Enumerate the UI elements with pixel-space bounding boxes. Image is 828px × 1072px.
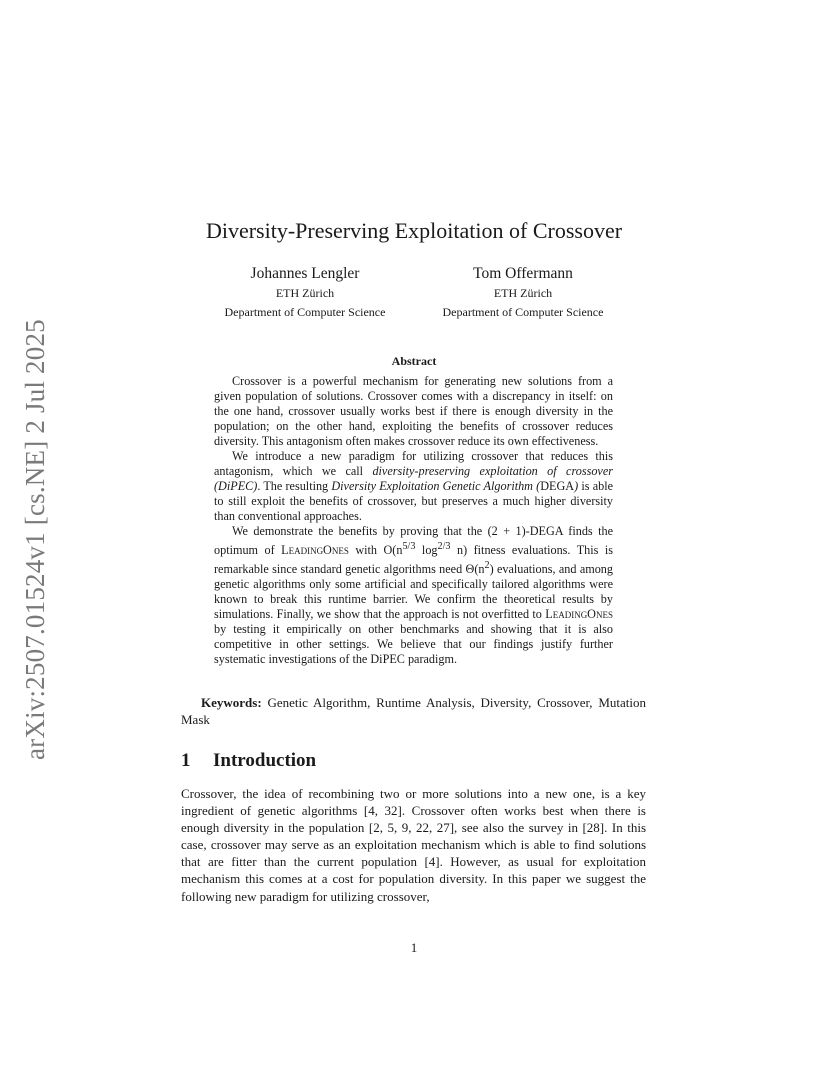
author-name: Johannes Lengler bbox=[250, 265, 360, 282]
page-number: 1 bbox=[410, 940, 418, 955]
body-paragraph: Crossover, the idea of recombining two or more solutions into a new one, is a key ingredient of genetic algorithms [4, 32]. Crossover often works best when there is enough diversity in the population [2, 5, 9, 22, 27], see also the survey in [28]. In this case, crossover may serve as an exploitation mechanism which is able to find solutions that are fitter than the current population [4]. However, as usual for exploitation mechanism this comes at a cost for population diversity. In this paper we suggest the following new paradigm for utilizing crossover, bbox=[181, 786, 646, 904]
text-run: ) evaluations, and among genetic algorithms only some artificial and specifically tailored algorithms were known to break this runtime barrier. We confirm the theoretical results by simulations. Finally, we show that the approach is not overfitted to bbox=[214, 562, 613, 622]
text-run: by testing it empirically on other benchmarks and showing that it is also competitive in other settings. We believe that our findings justify further systematic investigations of the DiPEC paradigm. bbox=[214, 622, 613, 667]
author-department: Department of Computer Science bbox=[442, 305, 604, 319]
section-number: 1 bbox=[181, 750, 191, 771]
small-caps-term: LeadingOnes bbox=[281, 543, 349, 558]
superscript: 2 bbox=[484, 560, 490, 572]
abstract-paragraph: Crossover is a powerful mechanism for generating new solutions from a given population of solutions. Crossover comes with a discrepancy in itself: on the one hand, crossover usually works best if there is enough diversity in the population; on the other hand, exploiting the benefits of crossover reduces diversity. This antagonism often makes crossover reduce its own effectiveness. bbox=[214, 374, 613, 448]
text-run: DEGA bbox=[540, 479, 575, 493]
author-block bbox=[185, 264, 425, 322]
emphasis: diversity-preserving exploitation of crossover (DiPEC) bbox=[214, 464, 613, 493]
text-run: . The resulting bbox=[257, 479, 332, 493]
superscript: 2/3 bbox=[437, 541, 451, 552]
text-run: n) fitness evaluations. This is remarkable since standard genetic algorithms need Θ(n bbox=[214, 543, 613, 577]
author-affiliation: ETH Zürich bbox=[275, 286, 335, 300]
keywords-list: Genetic Algorithm, Runtime Analysis, Diversity, Crossover, Mutation Mask bbox=[181, 695, 647, 727]
keywords-label: Keywords: bbox=[201, 695, 262, 710]
author-block bbox=[403, 264, 643, 322]
text-run: We demonstrate the benefits by proving that the (2 + 1)-DEGA finds the optimum of bbox=[214, 524, 613, 558]
abstract bbox=[214, 374, 613, 667]
superscript: 5/3 bbox=[402, 541, 416, 552]
section-title: Introduction bbox=[213, 750, 317, 771]
abstract-paragraph bbox=[214, 449, 613, 524]
author-department: Department of Computer Science bbox=[224, 305, 386, 319]
paper-title: Diversity-Preserving Exploitation of Crossover bbox=[205, 218, 623, 243]
emphasis: ) bbox=[574, 479, 579, 493]
intro-text bbox=[181, 785, 646, 905]
section-heading bbox=[181, 750, 316, 772]
arxiv-identifier: arXiv:2507.01524v1 [cs.NE] 2 Jul 2025 bbox=[20, 319, 50, 760]
text-run: We introduce a new paradigm for utilizing crossover that reduces this antagonism, which we call bbox=[214, 449, 613, 478]
keywords bbox=[181, 694, 646, 728]
author-affiliation: ETH Zürich bbox=[493, 286, 553, 300]
text-run: is able to still exploit the benefits of crossover, but preserves a much higher diversity than conventional approaches. bbox=[214, 479, 613, 523]
text-run: log bbox=[415, 543, 438, 558]
emphasis: Diversity Exploitation Genetic Algorithm ( bbox=[331, 479, 541, 493]
abstract-heading: Abstract bbox=[391, 354, 437, 368]
abstract-paragraph bbox=[214, 524, 613, 667]
small-caps-term: LeadingOnes bbox=[545, 607, 613, 622]
text-run: with O(n bbox=[348, 543, 403, 558]
author-name: Tom Offermann bbox=[473, 265, 573, 282]
